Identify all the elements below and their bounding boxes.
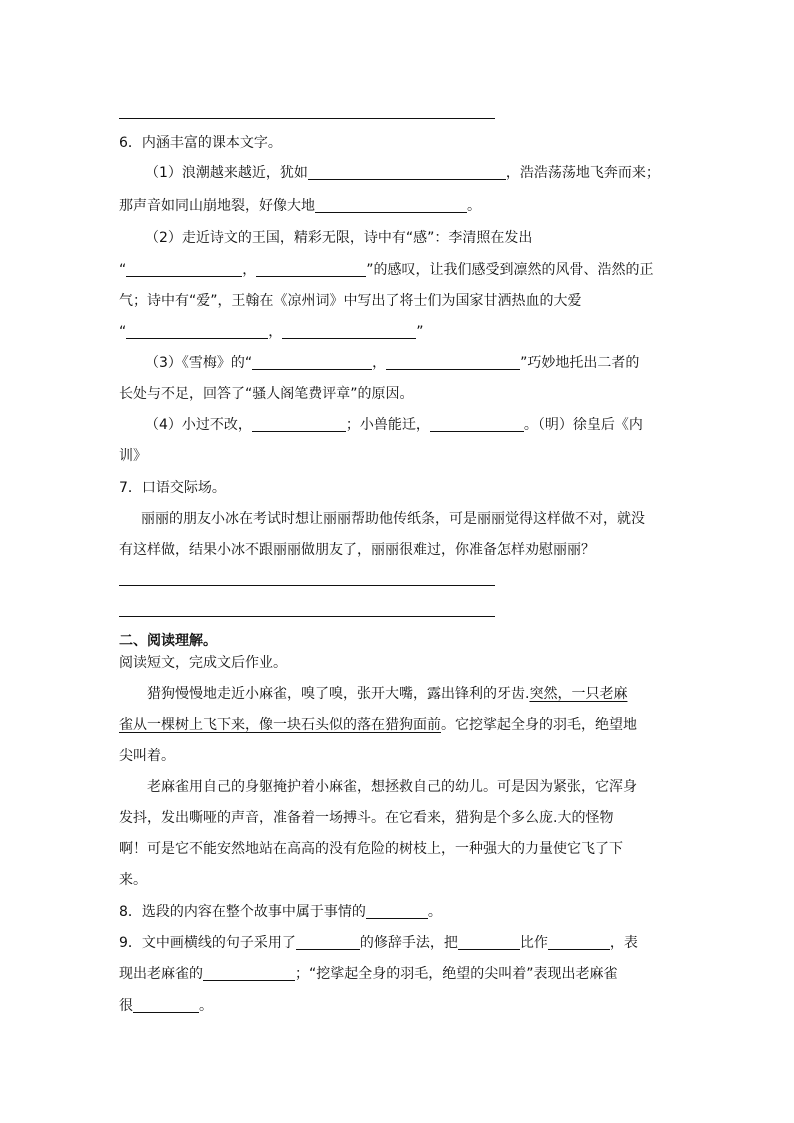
passage-line: 来。 <box>119 872 147 888</box>
q8: 8．选段的内容在整个故事中属于事情的 。 <box>119 904 442 920</box>
q6-part2-line2: “ ， ”的感叹，让我们感受到凛然的风骨、浩然的正 <box>119 262 654 278</box>
q6-part4-line1: （4）小过不改， ；小兽能迁， 。（明）徐皇后《内 <box>145 417 643 433</box>
answer-blank[interactable] <box>548 933 610 950</box>
passage-line: 猎狗慢慢地走近小麻雀，嗅了嗅，张开大嘴，露出锋利的牙齿.突然，一只老麻 <box>147 686 628 702</box>
answer-blank[interactable] <box>296 933 360 950</box>
q6-part3-line2: 长处与不足，回答了“骚人阁笔费评章”的原因。 <box>119 386 414 402</box>
section-instruction: 阅读短文，完成文后作业。 <box>119 655 287 671</box>
q6-part2-line3: 气；诗中有“爱”，王翰在《凉州词》中写出了将士们为国家甘洒热血的大爱 <box>119 293 582 309</box>
answer-blank[interactable] <box>252 415 346 432</box>
answer-blank[interactable] <box>386 353 520 370</box>
answer-blank[interactable] <box>458 933 520 950</box>
q6-part4-line2: 训》 <box>119 448 147 464</box>
answer-line[interactable] <box>119 585 495 586</box>
answer-blank[interactable] <box>308 163 506 180</box>
answer-blank[interactable] <box>126 322 268 339</box>
passage-line: 雀从一棵树上飞下来，像一块石头似的落在猎狗面前。它挖挲起全身的羽毛，绝望地 <box>119 717 637 733</box>
q9-line1: 9．文中画横线的句子采用了 的修辞手法，把 比作 ，表 <box>119 935 638 951</box>
underlined-sentence: 雀从一棵树上飞下来，像一块石头似的落在猎狗面前 <box>119 717 441 733</box>
q7-paragraph-line1: 丽丽的朋友小冰在考试时想让丽丽帮助他传纸条，可是丽丽觉得这样做不对，就没 <box>141 511 645 527</box>
answer-blank[interactable] <box>133 996 199 1013</box>
answer-line[interactable] <box>119 616 495 617</box>
passage-line: 尖叫着。 <box>119 748 175 764</box>
q9-line3: 很 。 <box>119 998 213 1014</box>
passage-line: 发抖，发出嘶哑的声音，准备着一场搏斗。在它看来，猎狗是个多么庞.大的怪物 <box>119 810 614 826</box>
answer-blank[interactable] <box>366 902 428 919</box>
answer-blank[interactable] <box>315 196 467 213</box>
answer-blank[interactable] <box>203 964 295 981</box>
q6-part2-line4: “ ， ” <box>119 324 424 340</box>
answer-blank[interactable] <box>282 322 416 339</box>
underlined-sentence: 突然，一只老麻 <box>529 686 628 702</box>
q6-part2-line1: （2）走近诗文的王国，精彩无限，诗中有“感”：李清照在发出 <box>145 230 533 246</box>
q6-part3-line1: （3）《雪梅》的“ ， ”巧妙地托出二者的 <box>145 355 640 371</box>
passage-line: 老麻雀用自己的身躯掩护着小麻雀，想拯救自己的幼儿。可是因为紧张，它浑身 <box>147 779 637 795</box>
q6-part1-line2: 那声音如同山崩地裂，好像大地 。 <box>119 198 481 214</box>
q7-paragraph-line2: 有这样做，结果小冰不跟丽丽做朋友了，丽丽很难过，你准备怎样劝慰丽丽？ <box>119 542 595 558</box>
answer-blank[interactable] <box>430 415 524 432</box>
answer-blank[interactable] <box>126 260 242 277</box>
passage-line: 啊！可是它不能安然地站在高高的没有危险的树枝上，一种强大的力量使它飞了下 <box>119 841 623 857</box>
q6-title: 6．内涵丰富的课本文字。 <box>119 135 282 151</box>
q6-part1-line1: （1）浪潮越来越近，犹如 ，浩浩荡荡地飞奔而来； <box>145 165 660 181</box>
answer-blank[interactable] <box>252 353 372 370</box>
section-heading: 二、阅读理解。 <box>119 633 217 649</box>
q7-title: 7．口语交际场。 <box>119 480 226 496</box>
answer-line-top[interactable] <box>119 118 495 119</box>
q9-line2: 现出老麻雀的 ；“挖挲起全身的羽毛，绝望的尖叫着”表现出老麻雀 <box>119 966 618 982</box>
answer-blank[interactable] <box>256 260 366 277</box>
